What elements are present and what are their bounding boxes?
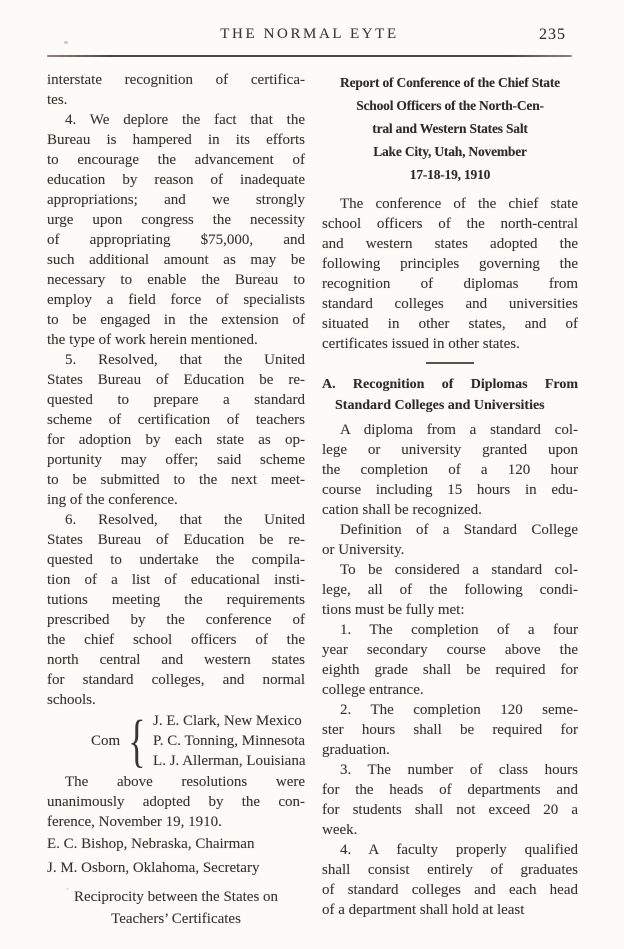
- text-line: such additional amount as may be: [47, 252, 305, 268]
- paragraph: [322, 420, 578, 520]
- text-line: eighth grade shall be required for: [322, 661, 578, 678]
- committee-member: P. C. Tonning, Minnesota: [153, 733, 306, 749]
- journal-title: THE NORMAL EYTE: [220, 26, 399, 42]
- text-line: ster hours shall be required for: [322, 721, 578, 738]
- paragraph: [322, 700, 578, 760]
- text-line: graduation.: [322, 741, 390, 758]
- text-line: portunity may offer; said scheme: [47, 452, 305, 468]
- committee-member: L. J. Allerman, Louisiana: [153, 753, 306, 769]
- text-line: following principles governing the: [322, 256, 578, 272]
- text-line: employ a field force of specialists: [47, 292, 305, 308]
- subheading: [322, 374, 578, 416]
- text-line: tutions meeting the requirements: [47, 592, 305, 608]
- text-line: recognition of diplomas from: [322, 276, 578, 292]
- text-line: ference, November 19, 1910.: [47, 814, 222, 830]
- committee-label: Com: [91, 733, 121, 749]
- text-line: cation shall be recognized.: [322, 501, 482, 518]
- text-line: E. C. Bishop, Nebraska, Chairman: [47, 836, 255, 852]
- paragraph: [322, 520, 578, 560]
- left-column: [47, 70, 305, 930]
- bold-heading: [322, 71, 578, 186]
- text-line: the completion of a 120 hour: [322, 461, 578, 478]
- text-line: J. M. Osborn, Oklahoma, Secretary: [47, 860, 260, 876]
- paragraph: [322, 760, 578, 840]
- text-line: tral and Western States Salt: [372, 121, 528, 136]
- text-line: The above resolutions were: [65, 774, 305, 790]
- text-line: of standard colleges and each head: [322, 881, 578, 898]
- text-line: 5. Resolved, that the United: [65, 352, 305, 368]
- text-line: education by reason of inadequate: [47, 172, 305, 188]
- paragraph: [47, 510, 305, 710]
- text-line: quested to prepare a standard: [47, 392, 305, 408]
- text-line: tions must be fully met:: [322, 601, 465, 618]
- text-line: or University.: [322, 541, 405, 558]
- text-line: lege, all of the following condi-: [322, 581, 578, 598]
- text-line: tion of a list of educational insti-: [47, 572, 305, 588]
- text-line: 4. We deplore the fact that the: [65, 112, 305, 128]
- text-line: and western states adopted the: [322, 236, 578, 252]
- text-line: school officers of the north-central: [322, 216, 578, 232]
- text-line: Definition of a Standard College: [340, 521, 578, 538]
- text-line: 17-18-19, 1910: [409, 167, 491, 182]
- signature: [47, 856, 305, 880]
- text-line: urge upon congress the necessity: [47, 212, 305, 228]
- text-line: States Bureau of Education be re-: [47, 372, 305, 388]
- section-divider: [426, 362, 474, 364]
- text-line: 2. The completion 120 seme-: [340, 701, 578, 718]
- paragraph: [322, 194, 578, 354]
- text-line: A diploma from a standard col-: [340, 421, 578, 438]
- page-columns: [47, 70, 578, 930]
- page-number: 235: [539, 26, 566, 43]
- text-line: shall consist entirely of graduates: [322, 861, 578, 878]
- left-brace-glyph: {: [128, 708, 146, 773]
- text-line: of appropriating $75,000, and: [47, 232, 305, 248]
- text-line: for standard colleges, and normal: [47, 672, 305, 688]
- text-line: Bureau is hampered in its efforts: [47, 132, 305, 148]
- text-line: School Officers of the North-Cen-: [356, 98, 544, 113]
- text-line: Report of Conference of the Chief State: [340, 75, 560, 90]
- text-line: for the heads of departments and: [322, 781, 578, 798]
- masthead: [47, 26, 572, 48]
- centered-heading: [47, 886, 305, 930]
- text-line: course including 15 hours in edu-: [322, 481, 578, 498]
- text-line: Lake City, Utah, November: [373, 144, 527, 159]
- text-line: States Bureau of Education be re-: [47, 532, 305, 548]
- text-line: 4. A faculty properly qualified: [340, 841, 578, 858]
- text-line: interstate recognition of certifica-: [47, 72, 305, 88]
- text-line: ing of the conference.: [47, 492, 178, 508]
- text-line: situated in other states, and of: [322, 316, 578, 332]
- paragraph: [47, 110, 305, 350]
- committee-member: J. E. Clark, New Mexico: [153, 713, 302, 729]
- text-line: 6. Resolved, that the United: [65, 512, 305, 528]
- text-line: Reciprocity between the States on: [73, 889, 279, 905]
- text-line: 1. The completion of a four: [340, 621, 578, 638]
- text-line: prescribed by the conference of: [47, 612, 305, 628]
- text-line: north central and western states: [47, 652, 305, 668]
- text-line: for adoption by each state as op-: [47, 432, 305, 448]
- text-line: standard colleges and universities: [322, 296, 578, 312]
- text-line: of a department shall hold at least: [322, 901, 525, 918]
- text-line: Teachers’ Certificates: [111, 911, 241, 927]
- text-line: year secondary course above the: [322, 641, 578, 658]
- paragraph: [47, 772, 305, 832]
- text-line: the chief school officers of the: [47, 632, 305, 648]
- text-line: Standard Colleges and Universities: [335, 397, 545, 413]
- paragraph: [47, 350, 305, 510]
- text-line: certificates issued in other states.: [322, 336, 520, 352]
- text-line: quested to undertake the compila-: [47, 552, 305, 568]
- text-line: week.: [322, 821, 358, 838]
- paragraph: [322, 620, 578, 700]
- text-line: to encourage the advancement of: [47, 152, 305, 168]
- text-line: to be submitted to the next meet-: [47, 472, 305, 488]
- committee-signature: [47, 708, 306, 773]
- text-line: schools.: [47, 692, 96, 708]
- scan-speck: [66, 888, 69, 890]
- committee-members: [151, 711, 305, 771]
- text-line: for students shall not exceed 20 a: [322, 801, 578, 818]
- text-line: The conference of the chief state: [340, 196, 578, 212]
- text-line: lege or university granted upon: [322, 441, 578, 458]
- text-line: scheme of certification of teachers: [47, 412, 305, 428]
- text-line: 3. The number of class hours: [340, 761, 578, 778]
- paragraph: [322, 560, 578, 620]
- text-line: unanimously adopted by the con-: [47, 794, 305, 810]
- right-column: [322, 70, 578, 930]
- text-line: to be engaged in the extension of: [47, 312, 305, 328]
- text-line: tes.: [47, 92, 68, 108]
- paragraph: [47, 70, 305, 110]
- paragraph: [322, 840, 578, 920]
- signature: [47, 832, 305, 856]
- text-line: necessary to enable the Bureau to: [47, 272, 305, 288]
- text-line: To be considered a standard col-: [340, 561, 578, 578]
- header-rule: [47, 55, 572, 57]
- text-line: appropriations; and we strongly: [47, 192, 305, 208]
- text-line: the type of work herein mentioned.: [47, 332, 258, 348]
- text-line: A. Recognition of Diplomas From: [322, 376, 578, 392]
- text-line: college entrance.: [322, 681, 424, 698]
